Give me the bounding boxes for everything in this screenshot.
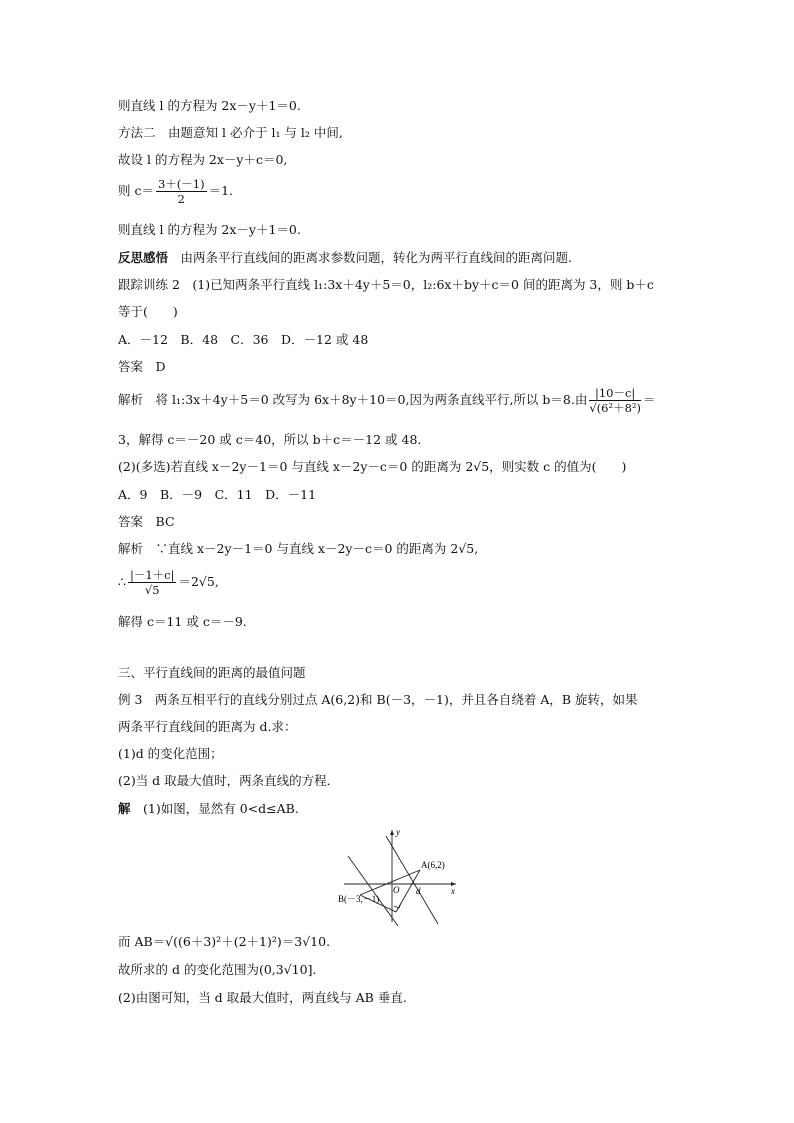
line-through-b [348, 856, 398, 926]
text-line: 故设 l 的方程为 2x－y＋c＝0, [118, 152, 288, 167]
analysis-label: 解析 [118, 392, 144, 407]
right-angle-mark [394, 903, 401, 908]
text-line: 解析 ∵直线 x－2y－1＝0 与直线 x－2y－c＝0 的距离为 2√5, [118, 541, 479, 556]
label-d: d [416, 886, 421, 896]
label-y: y [396, 827, 400, 837]
geometry-figure [338, 826, 460, 926]
solution-label: 解 [118, 801, 131, 816]
method-label: 方法二 [118, 125, 156, 140]
text-line: A．－12 B．48 C．36 D．－12 或 48 [118, 332, 369, 347]
y-axis-arrow [390, 830, 394, 835]
text-line: 而 AB＝√((6＋3)²＋(2＋1)²)＝3√10. [118, 934, 331, 949]
text-line: ∴ $\frac{|-1+c|}{√5}$ ＝2√5, [118, 568, 219, 597]
text-line: 3，解得 c＝－20 或 c＝40，所以 b＋c＝－12 或 48. [118, 432, 422, 447]
fraction: $\frac{|10-c|}{\text{√(6²＋8²)}}$ [589, 386, 641, 415]
label-point-a: A(6,2) [421, 860, 445, 870]
text-line: 则 c＝ $\frac{3+(-1)}{2}$ ＝1. [118, 177, 234, 206]
text-line: 反思感悟 由两条平行直线间的距离求参数问题，转化为两平行直线间的距离问题. [118, 250, 573, 265]
text-line: 则直线 l 的方程为 2x－y＋1＝0. [118, 98, 301, 113]
text-line: 答案 D [118, 359, 166, 374]
label-point-b: B(－3,－1) [338, 894, 380, 904]
text-line: 则直线 l 的方程为 2x－y＋1＝0. [118, 222, 301, 237]
label-x: x [451, 886, 455, 896]
answer-label: 答案 [118, 514, 144, 529]
text-line: 答案 BC [118, 514, 175, 529]
fraction: $\frac{3+(-1)}{2}$ [157, 177, 205, 206]
text-line: 方法二 由题意知 l 必介于 l₁ 与 l₂ 中间, [118, 125, 343, 140]
fraction: $\frac{|-1+c|}{√5}$ [129, 568, 175, 597]
label-origin: O [393, 885, 400, 895]
text-line: 跟踪训练 2 (1)已知两条平行直线 l₁:3x＋4y＋5＝0，l₂:6x＋by＋c＝0 间的距离为 3，则 b＋c [118, 277, 654, 292]
text-line: 故所求的 d 的变化范围为(0,3√10]. [118, 962, 317, 977]
text-line: 例 3 两条互相平行的直线分别过点 A(6,2)和 B(－3，－1)，并且各自绕着 A，B 旋转，如果 [118, 692, 638, 707]
text-line: A．9 B．－9 C．11 D．－11 [118, 487, 317, 502]
text-line: 解得 c＝11 或 c＝－9. [118, 614, 247, 629]
text-line: (1)d 的变化范围； [118, 746, 223, 761]
segment-ab [360, 870, 420, 895]
text-line: (2)由图可知，当 d 取最大值时，两直线与 AB 垂直. [118, 990, 407, 1005]
text-line: 解 (1)如图，显然有 0<d≤AB. [118, 801, 299, 816]
reflection-label: 反思感悟 [118, 250, 169, 265]
text-line: 两条平行直线间的距离为 d.求： [118, 719, 297, 734]
analysis-label: 解析 [118, 541, 144, 556]
text-line: (2)当 d 取最大值时，两条直线的方程． [118, 773, 340, 788]
text-line: (2)(多选)若直线 x－2y－1＝0 与直线 x－2y－c＝0 的距离为 2√5，则实数 c 的值为( ) [118, 459, 627, 474]
text-line: 等于( ) [118, 304, 178, 319]
section-heading: 三、平行直线间的距离的最值问题 [118, 665, 306, 680]
answer-label: 答案 [118, 359, 144, 374]
text-line: 解析 将 l₁:3x＋4y＋5＝0 改写为 6x＋8y＋10＝0,因为两条直线平行,所以 b＝8.由 $\frac{|10-c|}{\text{√(6²＋8²)}}$ ＝ [118, 386, 656, 415]
